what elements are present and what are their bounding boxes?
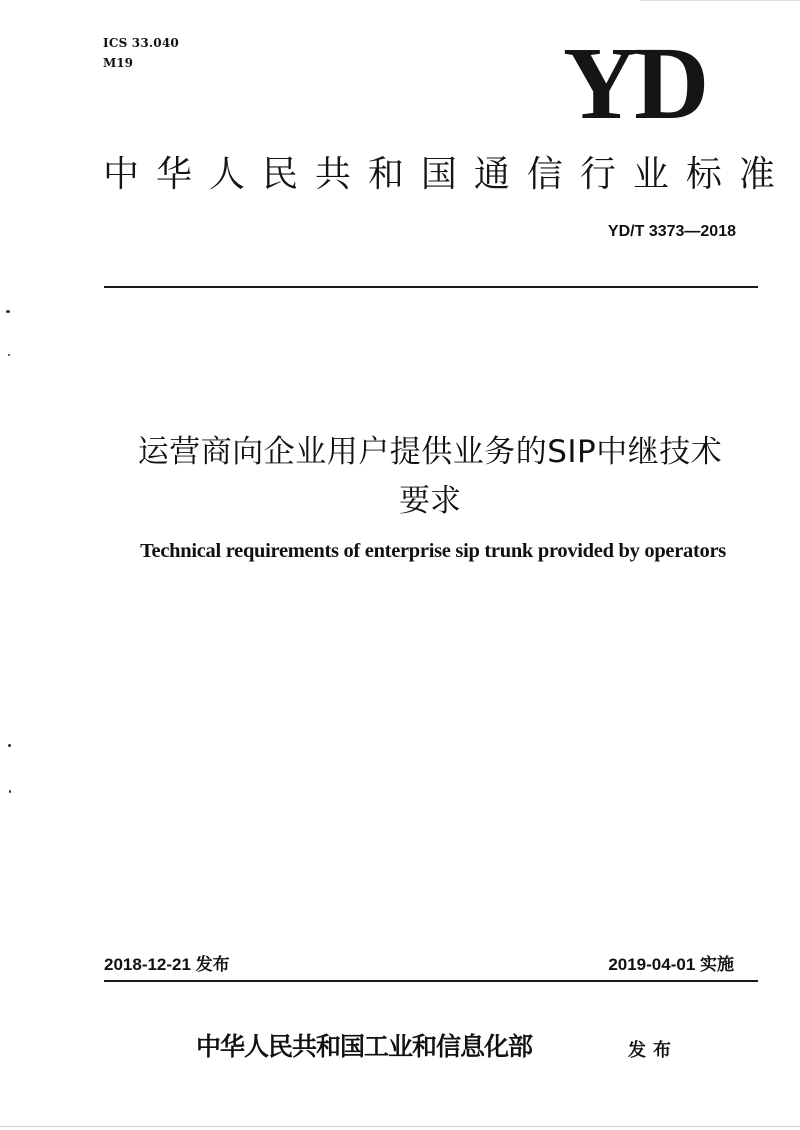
standard-type-char: 行 bbox=[579, 154, 616, 195]
scan-edge-top bbox=[640, 0, 800, 1]
document-title-cn-line1: 运营商向企业用户提供业务的SIP中继技术 bbox=[137, 434, 723, 470]
divider-bottom bbox=[104, 980, 758, 982]
classification-code: M19 bbox=[103, 56, 133, 70]
standard-type-char: 国 bbox=[420, 154, 457, 195]
yd-logo: YD bbox=[563, 26, 706, 141]
standard-type-char: 标 bbox=[685, 154, 722, 195]
standard-type-char: 信 bbox=[526, 154, 563, 195]
scan-speck bbox=[8, 744, 11, 747]
issue-date: 2018-12-21 发布 bbox=[104, 955, 230, 974]
standard-type-char: 中 bbox=[103, 154, 140, 195]
scan-edge-bottom bbox=[0, 1126, 800, 1127]
standard-type-char: 准 bbox=[738, 154, 775, 195]
standard-type-heading bbox=[103, 152, 775, 198]
standard-type-char: 和 bbox=[367, 154, 404, 195]
document-title-en: Technical requirements of enterprise sip trunk provided by operators bbox=[140, 540, 726, 562]
implementation-date: 2019-04-01 实施 bbox=[608, 955, 734, 974]
scan-speck bbox=[8, 354, 10, 356]
publish-label: 发布 bbox=[628, 1040, 678, 1061]
standard-number: YD/T 3373—2018 bbox=[607, 223, 736, 240]
document-title-cn-line2: 要求 bbox=[399, 483, 461, 519]
divider-top bbox=[104, 286, 758, 288]
standard-type-char: 人 bbox=[208, 154, 245, 195]
standard-type-char: 业 bbox=[632, 154, 669, 195]
scan-speck bbox=[9, 790, 11, 793]
publisher-name: 中华人民共和国工业和信息化部 bbox=[196, 1032, 533, 1061]
standard-type-char: 共 bbox=[314, 154, 351, 195]
scan-speck bbox=[6, 310, 10, 313]
ics-code: ICS 33.040 bbox=[103, 36, 179, 50]
standard-type-char: 通 bbox=[473, 154, 510, 195]
standard-type-char: 华 bbox=[155, 154, 192, 195]
standard-type-char: 民 bbox=[261, 154, 298, 195]
